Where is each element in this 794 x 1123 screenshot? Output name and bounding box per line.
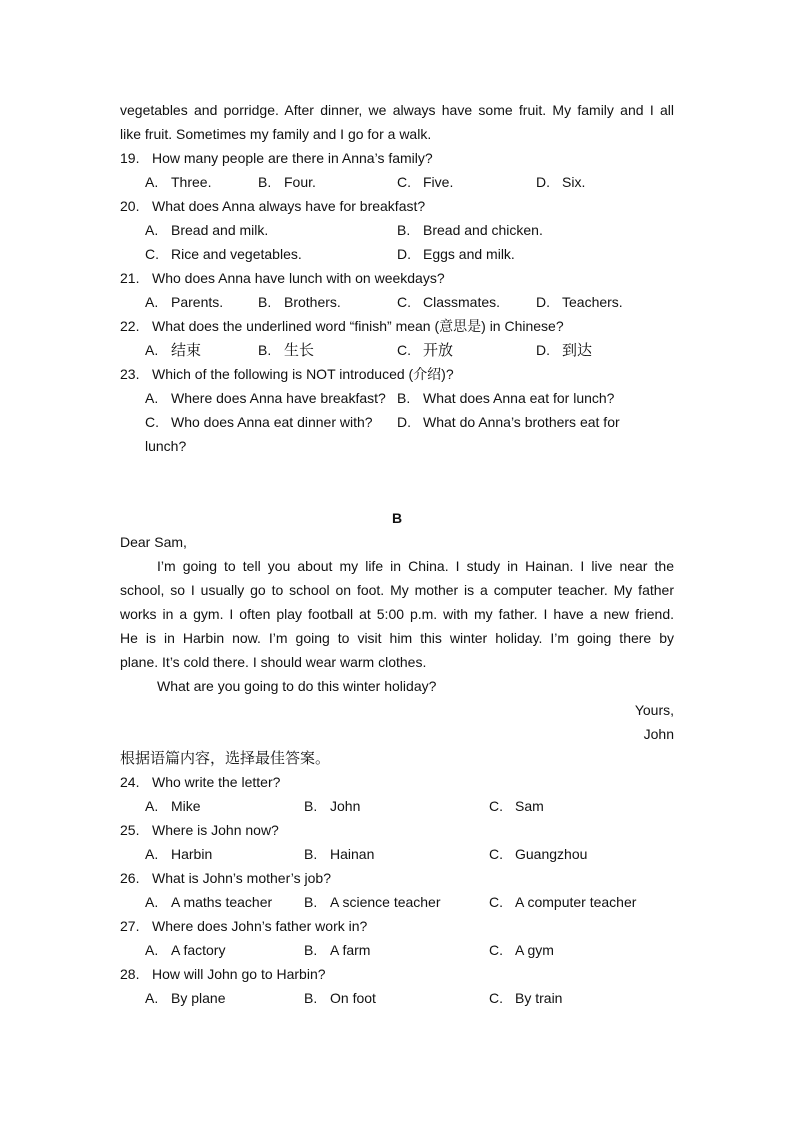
- letter-line: He is in Harbin now. I’m going to visit him this winter holiday. I’m going there by: [120, 630, 674, 646]
- option-c[interactable]: C. Five.: [397, 174, 454, 190]
- option-a[interactable]: A. By plane: [145, 990, 226, 1006]
- question-number: 27.: [120, 918, 140, 934]
- passage-a-line: vegetables and porridge. After dinner, we always have some fruit. My family and I all: [120, 102, 674, 118]
- option-b[interactable]: B. A farm: [304, 942, 371, 958]
- passage-a-line: like fruit. Sometimes my family and I go for a walk.: [120, 126, 432, 142]
- option-d-wrap: lunch?: [145, 438, 187, 454]
- letter-line: What are you going to do this winter holiday?: [157, 678, 437, 694]
- option-d[interactable]: D. Six.: [536, 174, 586, 190]
- option-b[interactable]: B. Brothers.: [258, 294, 341, 310]
- option-b[interactable]: B. Bread and chicken.: [397, 222, 543, 238]
- option-a[interactable]: A. A maths teacher: [145, 894, 273, 910]
- option-b[interactable]: B. What does Anna eat for lunch?: [397, 390, 615, 406]
- question-number: 24.: [120, 774, 140, 790]
- question-number: 23.: [120, 366, 140, 382]
- question-text: How many people are there in Anna’s family?: [152, 150, 433, 166]
- question-text: Who write the letter?: [152, 774, 281, 790]
- question-number: 25.: [120, 822, 140, 838]
- question-number: 21.: [120, 270, 140, 286]
- option-c[interactable]: C. 开放: [397, 341, 454, 359]
- question-21: [120, 268, 445, 288]
- letter-line: works in a gym. I often play football at 5:00 p.m. with my father. I have a new friend.: [120, 606, 674, 622]
- option-a[interactable]: A. Where does Anna have breakfast?: [145, 390, 386, 406]
- option-a[interactable]: A. Mike: [145, 798, 201, 814]
- option-a[interactable]: A. Three.: [145, 174, 212, 190]
- question-text: Which of the following is NOT introduced (介绍)?: [152, 366, 454, 382]
- option-d[interactable]: D. What do Anna’s brothers eat for: [397, 414, 620, 430]
- question-text: What does Anna always have for breakfast?: [152, 198, 426, 214]
- letter-line: school, so I usually go to school on foot. My mother is a computer teacher. My father: [120, 582, 674, 598]
- letter-line: I’m going to tell you about my life in China. I study in Hainan. I live near the: [157, 558, 674, 574]
- letter-greeting: Dear Sam,: [120, 534, 187, 550]
- question-24: [120, 772, 280, 792]
- letter-signature: John: [643, 726, 674, 742]
- option-c[interactable]: C. Rice and vegetables.: [145, 246, 302, 262]
- option-a[interactable]: A. Harbin: [145, 846, 213, 862]
- option-b[interactable]: B. A science teacher: [304, 894, 441, 910]
- option-c[interactable]: C. A gym: [489, 942, 554, 958]
- option-b[interactable]: B. On foot: [304, 990, 376, 1006]
- option-a[interactable]: A. A factory: [145, 942, 226, 958]
- question-26: [120, 868, 331, 888]
- question-19: [120, 148, 433, 168]
- option-d[interactable]: D. Eggs and milk.: [397, 246, 515, 262]
- instruction-text: 根据语篇内容，选择最佳答案。: [120, 749, 331, 767]
- option-d[interactable]: D. Teachers.: [536, 294, 623, 310]
- option-d[interactable]: D. 到达: [536, 341, 593, 359]
- option-b[interactable]: B. Hainan: [304, 846, 375, 862]
- option-a[interactable]: A. 结束: [145, 341, 202, 359]
- option-c[interactable]: C. Classmates.: [397, 294, 501, 310]
- question-text: Where does John’s father work in?: [152, 918, 368, 934]
- section-heading: B: [391, 510, 403, 526]
- option-c[interactable]: C. Sam: [489, 798, 544, 814]
- option-c[interactable]: C. A computer teacher: [489, 894, 637, 910]
- option-b[interactable]: B. John: [304, 798, 361, 814]
- question-23: [120, 364, 454, 384]
- question-27: [120, 916, 367, 936]
- option-c[interactable]: C. Who does Anna eat dinner with?: [145, 414, 373, 430]
- question-25: [120, 820, 279, 840]
- question-text: What is John’s mother’s job?: [152, 870, 331, 886]
- option-c[interactable]: C. Guangzhou: [489, 846, 588, 862]
- question-22: [120, 316, 564, 336]
- question-28: [120, 964, 326, 984]
- question-number: 26.: [120, 870, 140, 886]
- option-a[interactable]: A. Bread and milk.: [145, 222, 269, 238]
- question-number: 19.: [120, 150, 140, 166]
- question-number: 22.: [120, 318, 140, 334]
- option-a[interactable]: A. Parents.: [145, 294, 224, 310]
- question-text: Who does Anna have lunch with on weekdays?: [152, 270, 445, 286]
- option-b[interactable]: B. 生长: [258, 341, 315, 359]
- question-text: What does the underlined word “finish” mean (意思是) in Chinese?: [152, 318, 564, 334]
- letter-line: plane. It’s cold there. I should wear warm clothes.: [120, 654, 427, 670]
- question-text: How will John go to Harbin?: [152, 966, 326, 982]
- option-c[interactable]: C. By train: [489, 990, 563, 1006]
- question-text: Where is John now?: [152, 822, 279, 838]
- question-20: [120, 196, 425, 216]
- letter-closing: Yours,: [634, 702, 674, 718]
- question-number: 20.: [120, 198, 140, 214]
- option-b[interactable]: B. Four.: [258, 174, 316, 190]
- question-number: 28.: [120, 966, 140, 982]
